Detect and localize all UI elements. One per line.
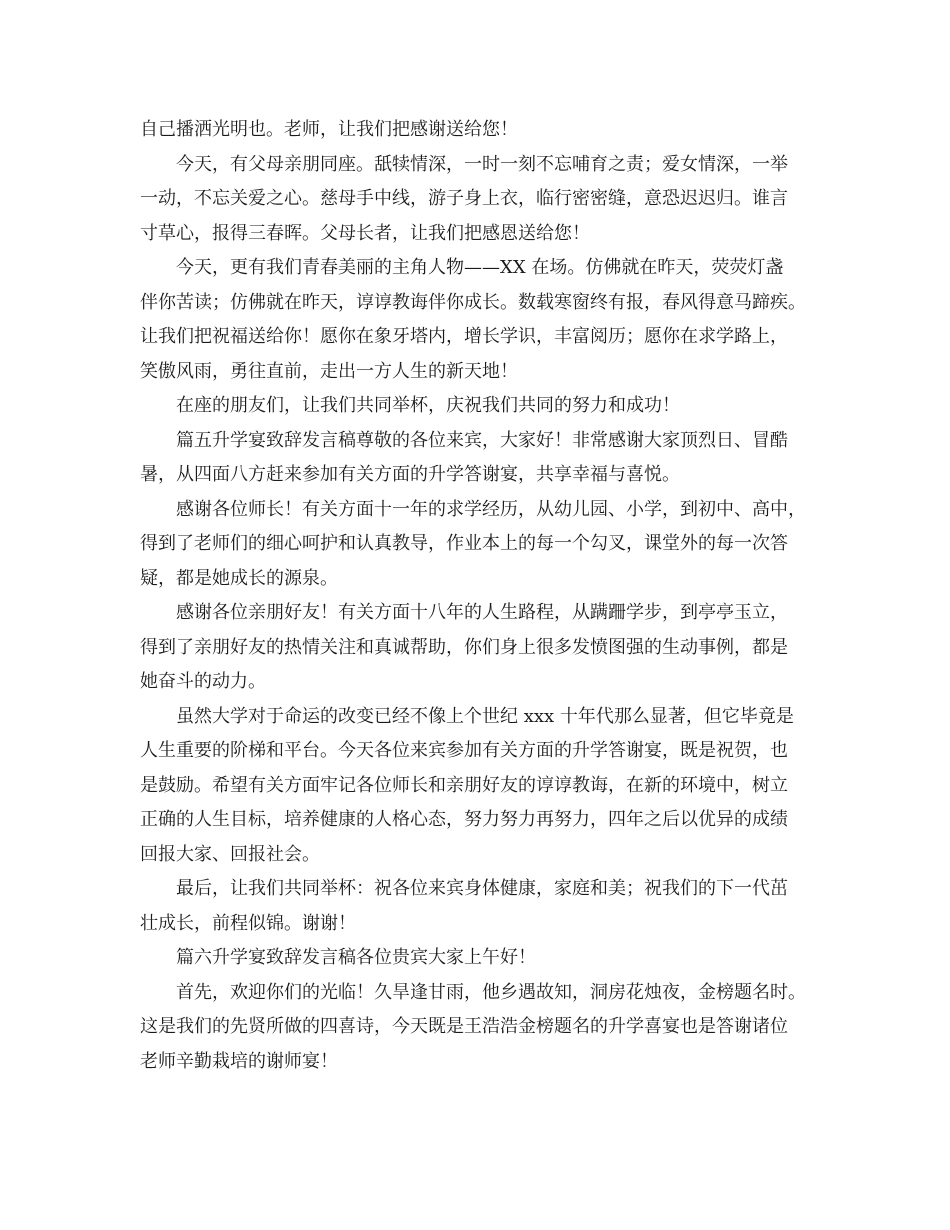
text-line: 虽然大学对于命运的改变已经不像上个世纪 xxx 十年代那么显著，但它毕竟是 xyxy=(176,705,794,727)
text-line: 今天，更有我们青春美丽的主角人物——XX 在场。仿佛就在昨天，荧荧灯盏 xyxy=(176,257,784,278)
text-line: 老师辛勤栽培的谢师宴！ xyxy=(140,1050,338,1072)
text-line: 感谢各位亲朋好友！有关方面十八年的人生路程，从蹒跚学步，到亭亭玉立， xyxy=(176,602,788,623)
text-line: 壮成长，前程似锦。谢谢！ xyxy=(140,912,356,934)
text-line: 人生重要的阶梯和平台。今天各位来宾参加有关方面的升学答谢宴，既是祝贺，也 xyxy=(140,740,788,761)
text-line: 暑，从四面八方赶来参加有关方面的升学答谢宴，共享幸福与喜悦。 xyxy=(140,464,680,485)
text-line: 回报大家、回报社会。 xyxy=(140,843,320,865)
text-line: 一动，不忘关爱之心。慈母手中线，游子身上衣，临行密密缝，意恐迟迟归。谁言 xyxy=(140,188,788,209)
text-line: 让我们把祝福送给你！愿你在象牙塔内，增长学识，丰富阅历；愿你在求学路上， xyxy=(140,326,788,347)
text-line: 她奋斗的动力。 xyxy=(140,671,266,692)
text-line: 寸草心，报得三春晖。父母长者，让我们把感恩送给您！ xyxy=(140,222,590,244)
text-line: 篇六升学宴致辞发言稿各位贵宾大家上午好！ xyxy=(176,947,536,968)
text-line: 笑傲风雨，勇往直前，走出一方人生的新天地！ xyxy=(140,360,518,382)
text-line: 最后，让我们共同举杯：祝各位来宾身体健康，家庭和美；祝我们的下一代茁 xyxy=(176,878,788,899)
text-line: 疑，都是她成长的源泉。 xyxy=(140,567,338,589)
text-line: 这是我们的先贤所做的四喜诗，今天既是王浩浩金榜题名的升学喜宴也是答谢诸位 xyxy=(140,1016,788,1037)
text-line: 自己播洒光明也。老师，让我们把感谢送给您！ xyxy=(140,119,518,140)
text-line: 是鼓励。希望有关方面牢记各位师长和亲朋好友的谆谆教诲，在新的环境中，树立 xyxy=(140,774,788,796)
document-body xyxy=(140,113,830,1079)
text-line: 得到了老师们的细心呵护和认真教导，作业本上的每一个勾叉，课堂外的每一次答 xyxy=(140,533,788,554)
text-line: 篇五升学宴致辞发言稿尊敬的各位来宾，大家好！非常感谢大家顶烈日、冒酷 xyxy=(176,429,788,451)
text-line: 正确的人生目标，培养健康的人格心态，努力努力再努力，四年之后以优异的成绩 xyxy=(140,809,788,830)
text-line: 感谢各位师长！有关方面十一年的求学经历，从幼儿园、小学，到初中、高中， xyxy=(176,498,806,520)
text-line: 首先，欢迎你们的光临！久旱逢甘雨，他乡遇故知，洞房花烛夜，金榜题名时。 xyxy=(176,981,806,1003)
text-line: 今天，有父母亲朋同座。舐犊情深，一时一刻不忘哺育之责；爱女情深，一举 xyxy=(176,153,788,175)
text-line: 伴你苦读；仿佛就在昨天，谆谆教诲伴你成长。数载寒窗终有报，春风得意马蹄疾。 xyxy=(140,291,806,313)
text-line: 在座的朋友们，让我们共同举杯，庆祝我们共同的努力和成功！ xyxy=(176,395,680,416)
text-line: 得到了亲朋好友的热情关注和真诚帮助，你们身上很多发愤图强的生动事例，都是 xyxy=(140,636,788,658)
